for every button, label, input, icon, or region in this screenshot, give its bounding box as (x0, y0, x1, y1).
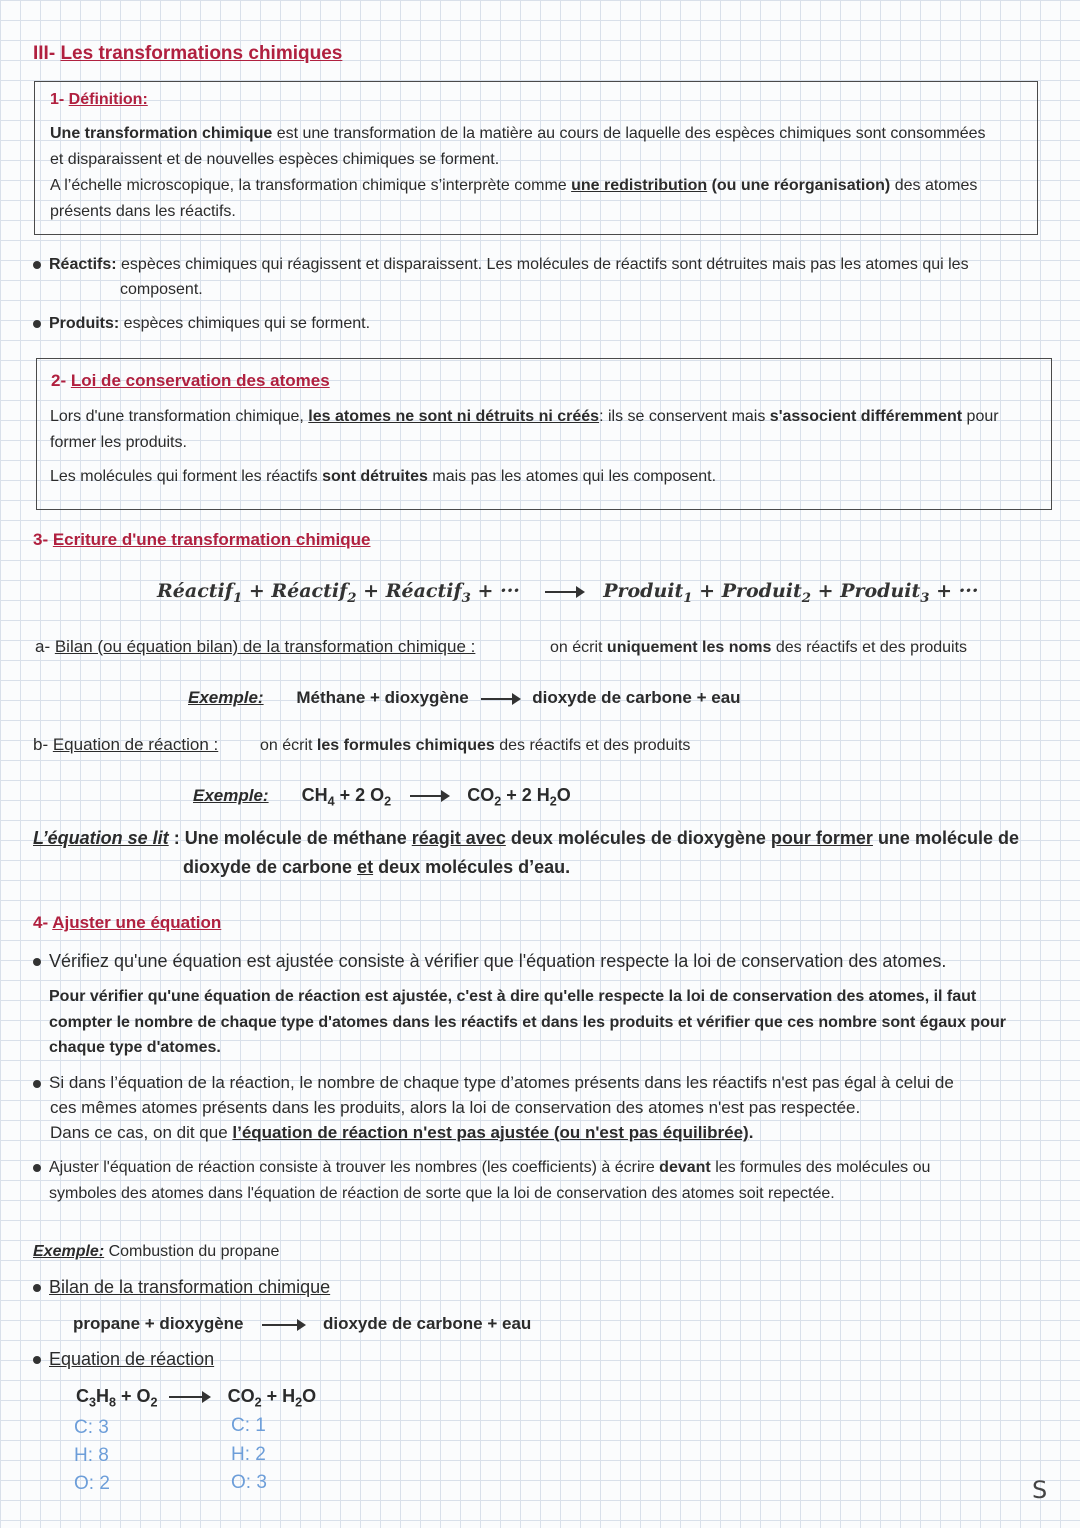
arrow-icon (169, 1396, 209, 1398)
ajuster-point-2-line-3: chaque type d'atomes. (49, 1039, 221, 1056)
right-count-o: O: 3 (231, 1472, 267, 1493)
bullet-icon (33, 261, 41, 269)
ajuster-point-4-line-2: symboles des atomes dans l'équation de réaction de sorte que la loi de conservation des atomes soit repectée. (49, 1185, 835, 1202)
right-count-h: H: 2 (231, 1444, 266, 1465)
equation-subheading: b- Equation de réaction : (33, 735, 219, 754)
bullet-icon (33, 1164, 41, 1172)
definition-line-2: et disparaissent et de nouvelles espèces chimiques se forment. (50, 151, 500, 168)
ajuster-point-2-line-2: compter le nombre de chaque type d'atomes dans les réactifs et dans les produits et vérifier que ces nombre sont égaux pour (49, 1014, 1006, 1031)
produits-item: Produits: espèces chimiques qui se forment. (33, 315, 370, 333)
conservation-line-1: Lors d'une transformation chimique, les atomes ne sont ni détruits ni créés: ils se conservent mais s'associent différemment pour (50, 408, 999, 425)
definition-line-4: présents dans les réactifs. (50, 203, 236, 220)
equation-example: Exemple: $CH_4 + 2$ $O_2$ $CO_2 + 2$ $H_2O$ (193, 785, 571, 809)
ajuster-point-2-line-1: Pour vérifier qu'une équation de réaction est ajustée, c'est à dire qu'elle respecte la loi de conservation des atomes, il faut (49, 988, 977, 1005)
page-mark: S (1032, 1476, 1048, 1504)
bullet-icon (33, 1080, 41, 1088)
arrow-icon (481, 698, 519, 700)
ajuster-point-3-line-3: Dans ce cas, on dit que l’équation de réaction n'est pas ajustée (ou n'est pas équilibrée). (50, 1123, 754, 1142)
ajuster-point-1: Vérifiez qu'une équation est ajustée consiste à vérifier que l'équation respecte la loi de conservation des atomes. (33, 951, 946, 972)
left-count-h: H: 8 (74, 1445, 109, 1466)
arrow-icon (262, 1324, 304, 1326)
right-count-c: C: 1 (231, 1415, 266, 1436)
definition-line-1: Une transformation chimique est une transformation de la matière au cours de laquelle des espèces chimiques sont consommées (50, 125, 986, 142)
bullet-icon (33, 320, 41, 328)
bullet-icon (33, 1284, 41, 1292)
propane-example-title: Exemple: Combustion du propane (33, 1243, 280, 1260)
bilan-subheading: a- Bilan (ou équation bilan) de la transformation chimique : (35, 637, 476, 656)
bilan-description: on écrit uniquement les noms des réactifs et des produits (550, 639, 968, 656)
reactifs-continuation: composent. (120, 281, 203, 298)
equation-reading-line-1: L’équation se lit : Une molécule de méthane réagit avec deux molécules de dioxygène pour former une molécule de (33, 828, 1019, 848)
arrow-icon (545, 591, 583, 593)
left-count-c: C: 3 (74, 1417, 109, 1438)
ajuster-heading: 4- Ajuster une équation (33, 913, 222, 932)
propane-bilan-title: Bilan de la transformation chimique (33, 1277, 330, 1298)
left-count-o: O: 2 (74, 1473, 110, 1494)
ajuster-point-4-line-1: Ajuster l'équation de réaction consiste à trouver les nombres (les coefficients) à écrire devant les formules des molécules ou (33, 1159, 930, 1177)
equation-reading-line-2: dioxyde de carbone et deux molécules d’eau. (183, 857, 571, 877)
bilan-example: Exemple: Méthane + dioxygène dioxyde de carbone + eau (188, 688, 741, 707)
conservation-line-2: former les produits. (50, 434, 187, 451)
ajuster-point-3-line-2: ces mêmes atomes présents dans les produits, alors la loi de conservation des atomes n'est pas respectée. (50, 1098, 861, 1117)
conservation-line-3: Les molécules qui forment les réactifs sont détruites mais pas les atomes qui les composent. (50, 468, 717, 485)
reactifs-item: Réactifs: espèces chimiques qui réagissent et disparaissent. Les molécules de réactifs sont détruites mais pas les atomes qui les (33, 256, 969, 274)
ajuster-point-3-line-1: Si dans l’équation de la réaction, le nombre de chaque type d’atomes présents dans les réactifs n'est pas égal à celui de (33, 1073, 954, 1093)
definition-heading: 1- Définition: (50, 91, 148, 108)
general-equation: Réactif$_1$ + Réactif$_2$ + Réactif$_3$ + ··· Produit$_1$ + Produit$_2$ + Produit$_3$ + ··· (157, 580, 979, 606)
bullet-icon (33, 1356, 41, 1364)
conservation-heading: 2- Loi de conservation des atomes (51, 371, 330, 390)
propane-equation: $C_3H_8 + O_2$ $CO_2 + H_2O$ (76, 1386, 317, 1410)
arrow-icon (410, 795, 448, 797)
bullet-icon (33, 958, 41, 966)
equation-description: on écrit les formules chimiques des réactifs et des produits (260, 737, 691, 754)
ecriture-heading: 3- Ecriture d'une transformation chimique (33, 530, 371, 549)
propane-bilan-equation: propane + dioxygène dioxyde de carbone + eau (73, 1314, 532, 1333)
propane-equation-title: Equation de réaction (33, 1349, 214, 1370)
section-title: III- Les transformations chimiques (33, 43, 343, 64)
definition-line-3: A l’échelle microscopique, la transformation chimique s’interprète comme une redistribution (ou une réorganisation) des atomes (50, 177, 978, 194)
